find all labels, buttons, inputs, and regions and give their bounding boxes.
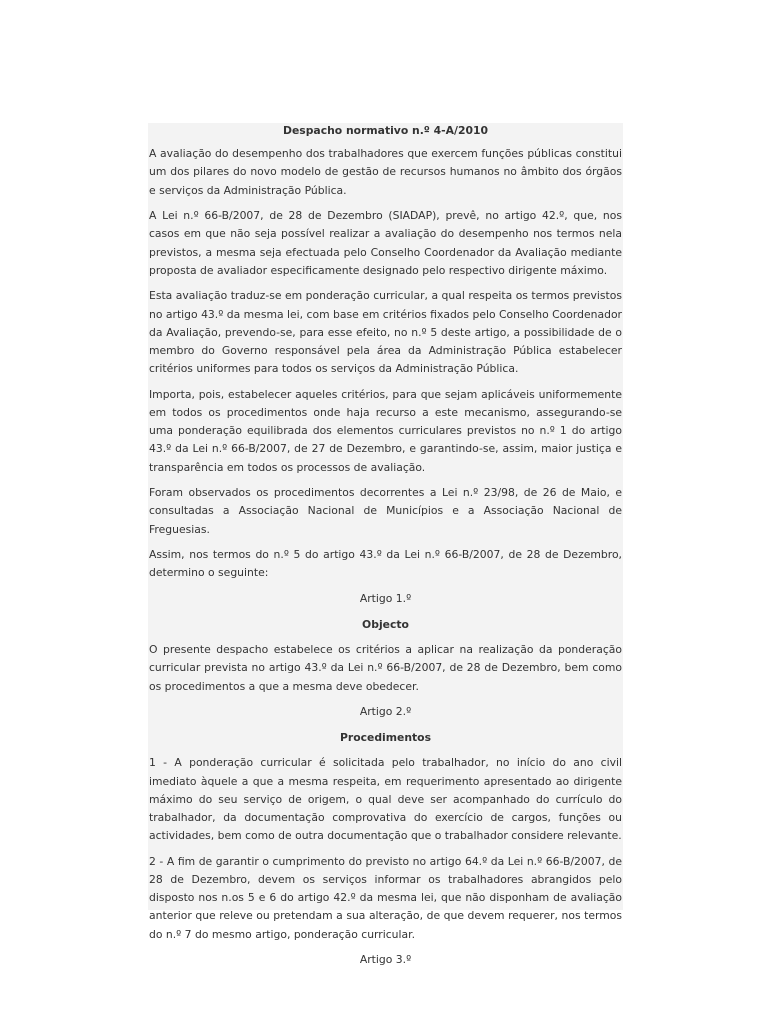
article-1-number: Artigo 1.º — [359, 592, 412, 606]
preamble-paragraph-1: A avaliação do desempenho dos trabalhadores que exercem funções públicas constitui um dos pilares do novo modelo de gestão de recursos humanos no âmbito dos órgãos e serviços da Administração Pública. — [149, 147, 622, 197]
article-1-text: O presente despacho estabelece os critérios a aplicar na realização da ponderação curricular prevista no artigo 43.º da Lei n.º 66-B/2007, de 28 de Dezembro, bem como os procedimentos a que a mesma deve obedecer. — [149, 643, 622, 693]
document-title: Despacho normativo n.º 4-A/2010 — [282, 124, 488, 137]
article-2-number: Artigo 2.º — [359, 705, 412, 719]
article-2-item-1: 1 - A ponderação curricular é solicitada pelo trabalhador, no início do ano civil imediato àquele a que a mesma respeita, em requerimento apresentado ao dirigente máximo do seu serviço de origem, o qual deve ser acompanhado do currículo do trabalhador, da documentação comprovativa do exercício de cargos, funções ou actividades, bem como de outra documentação que o trabalhador considere relevante. — [149, 756, 622, 843]
article-2-heading: Procedimentos — [339, 730, 432, 744]
preamble-paragraph-4: Importa, pois, estabelecer aqueles critérios, para que sejam aplicáveis uniformemente em todos os procedimentos onde haja recurso a este mecanismo, assegurando-se uma ponderação equilibrada dos elementos curriculares previstos no n.º 1 do artigo 43.º da Lei n.º 66-B/2007, de 27 de Dezembro, e garantindo-se, assim, maior justiça e transparência em todos os processos de avaliação. — [149, 387, 622, 474]
preamble-paragraph-6: Assim, nos termos do n.º 5 do artigo 43.º da Lei n.º 66-B/2007, de 28 de Dezembro, determino o seguinte: — [149, 548, 622, 580]
article-2-item-2: 2 - A fim de garantir o cumprimento do previsto no artigo 64.º da Lei n.º 66-B/2007, de 28 de Dezembro, devem os serviços informar os trabalhadores abrangidos pelo disposto nos n.os 5 e 6 do artigo 42.º da mesma lei, que não disponham de avaliação anterior que releve ou pretendam a sua alteração, de que devem requerer, nos termos do n.º 7 do mesmo artigo, ponderação curricular. — [149, 854, 622, 941]
article-3-number: Artigo 3.º — [359, 953, 412, 967]
document-page — [148, 123, 623, 967]
article-1-heading: Objecto — [362, 617, 409, 631]
preamble-paragraph-3: Esta avaliação traduz-se em ponderação curricular, a qual respeita os termos previstos no artigo 43.º da mesma lei, com base em critérios fixados pelo Conselho Coordenador da Avaliação, prevendo-se, para esse efeito, no n.º 5 deste artigo, a possibilidade de o membro do Governo responsável pela área da Administração Pública estabelecer critérios uniformes para todos os serviços da Administração Pública. — [149, 289, 622, 376]
preamble-paragraph-2: A Lei n.º 66-B/2007, de 28 de Dezembro (SIADAP), prevê, no artigo 42.º, que, nos casos em que não seja possível realizar a avaliação do desempenho nos termos nela previstos, a mesma seja efectuada pelo Conselho Coordenador da Avaliação mediante proposta de avaliador especificamente designado pelo respectivo dirigente máximo. — [149, 209, 622, 277]
preamble-paragraph-5: Foram observados os procedimentos decorrentes a Lei n.º 23/98, de 26 de Maio, e consultadas a Associação Nacional de Municípios e a Associação Nacional de Freguesias. — [149, 486, 622, 536]
